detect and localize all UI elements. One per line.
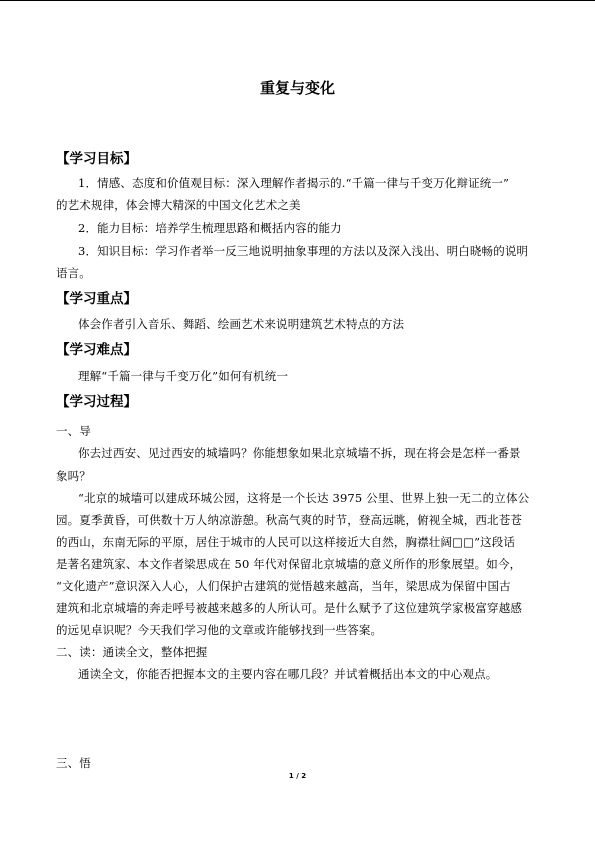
intro-paragraph-2-line-5: “文化遗产”意识深入人心，人们保护古建筑的觉悟越来越高，当年，梁思成为保留中国古 (56, 579, 511, 593)
insight-label: 三、悟 (56, 756, 91, 770)
intro-label: 一、导 (56, 424, 91, 438)
intro-paragraph-1-line-1: 你去过西安、见过西安的城墙吗？你能想象如果北京城墙不拆，现在将会是怎样一番景 (78, 446, 521, 460)
difficulty-text: 理解“千篇一律与千变万化”如何有机统一 (78, 369, 289, 383)
goal-1-line-2: 的艺术规律，体会博大精深的中国文化艺术之美 (56, 198, 301, 212)
read-text: 通读全文，你能否把握本文的主要内容在哪几段？并试着概括出本文的中心观点。 (78, 667, 498, 681)
difficulty-heading: 【学习难点】 (56, 342, 137, 358)
key-points-heading: 【学习重点】 (56, 291, 137, 307)
process-heading: 【学习过程】 (56, 394, 137, 410)
top-border-line (0, 0, 595, 1)
key-points-text: 体会作者引入音乐、舞蹈、绘画艺术来说明建筑艺术特点的方法 (78, 317, 405, 331)
intro-paragraph-1-line-2: 象吗？ (56, 469, 91, 483)
goal-1-line-1: 1．情感、态度和价值观目标：深入理解作者揭示的.“千篇一律与千变万化辩证统一” (78, 176, 510, 190)
intro-paragraph-2-line-2: 园。夏季黄昏，可供数十万人纳凉游憩。秋高气爽的时节，登高远眺，俯视全城，西北苍苍 (56, 513, 522, 527)
intro-paragraph-2-line-4: 是著名建筑家、本文作者梁思成在 50 年代对保留北京城墙的意义所作的形象展望。如今， (56, 557, 522, 571)
intro-paragraph-2-line-3: 的西山，东南无际的平原，居住于城市的人民可以这样接近大自然，胸襟壮阔□□”这段话 (56, 535, 516, 549)
goals-heading: 【学习目标】 (56, 151, 137, 167)
page-title: 重复与变化 (259, 79, 335, 97)
intro-paragraph-2-line-1: “北京的城墙可以建成环城公园，这将是一个长达 3975 公里、世界上独一无二的立体公 (78, 491, 530, 505)
goal-3-line-2: 语言。 (56, 266, 91, 280)
goal-3-line-1: 3．知识目标：学习作者举一反三地说明抽象事理的方法以及深入浅出、明白晓畅的说明 (78, 244, 529, 258)
read-label: 二、读：通读全文，整体把握 (56, 645, 208, 659)
intro-paragraph-2-line-7: 的远见卓识呢？今天我们学习他的文章或许能够找到一些答案。 (56, 623, 383, 637)
intro-paragraph-2-line-6: 建筑和北京城墙的奔走呼号被越来越多的人所认可。是什么赋予了这位建筑学家极富穿越感 (56, 601, 522, 615)
goal-2: 2．能力目标：培养学生梳理思路和概括内容的能力 (78, 221, 342, 235)
page-number: 1 / 2 (288, 772, 307, 780)
